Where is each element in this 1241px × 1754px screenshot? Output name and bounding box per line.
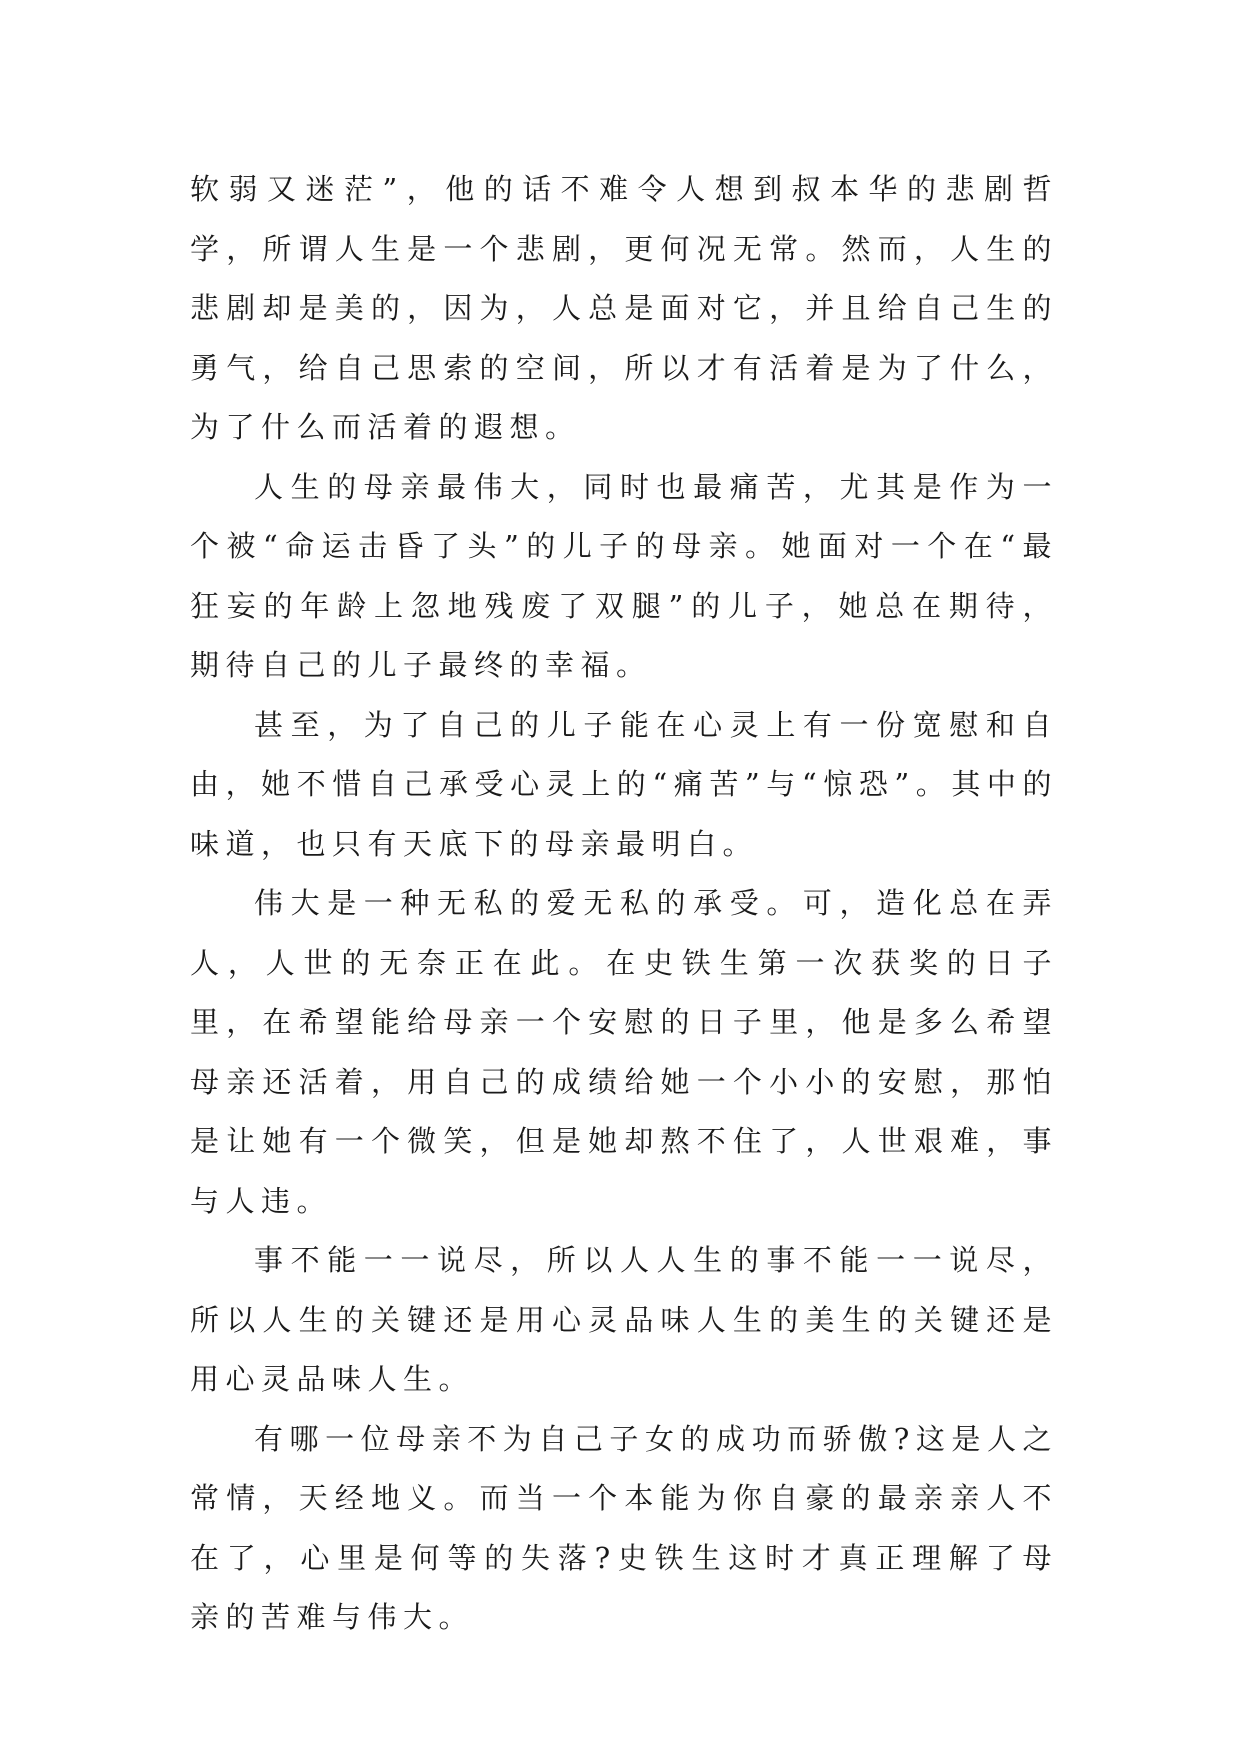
document-body (190, 160, 1058, 1648)
paragraph-2: 人生的母亲最伟大，同时也最痛苦，尤其是作为一个被“命运击昏了头”的儿子的母亲。她面对一个在“最狂妄的年龄上忽地残废了双腿”的儿子，她总在期待，期待自己的儿子最终的幸福。 (190, 469, 1058, 682)
paragraph-3: 甚至，为了自己的儿子能在心灵上有一份宽慰和自由，她不惜自己承受心灵上的“痛苦”与“惊恐”。其中的味道，也只有天底下的母亲最明白。 (190, 707, 1058, 861)
paragraph-6: 有哪一位母亲不为自己子女的成功而骄傲?这是人之常情，天经地义。而当一个本能为你自豪的最亲亲人不在了，心里是何等的失落?史铁生这时才真正理解了母亲的苦难与伟大。 (190, 1421, 1058, 1634)
paragraph-5: 事不能一一说尽，所以人人生的事不能一一说尽，所以人生的关键还是用心灵品味人生的美生的关键还是用心灵品味人生。 (190, 1243, 1058, 1396)
paragraph-4: 伟大是一种无私的爱无私的承受。可，造化总在弄人，人世的无奈正在此。在史铁生第一次获奖的日子里，在希望能给母亲一个安慰的日子里，他是多么希望母亲还活着，用自己的成绩给她一个小小的安慰，那怕是让她有一个微笑，但是她却熬不住了，人世艰难，事与人违。 (190, 886, 1058, 1218)
paragraph-1: 软弱又迷茫”，他的话不难令人想到叔本华的悲剧哲学，所谓人生是一个悲剧，更何况无常。然而，人生的悲剧却是美的，因为，人总是面对它，并且给自己生的勇气，给自己思索的空间，所以才有活着是为了什么，为了什么而活着的遐想。 (190, 172, 1058, 444)
